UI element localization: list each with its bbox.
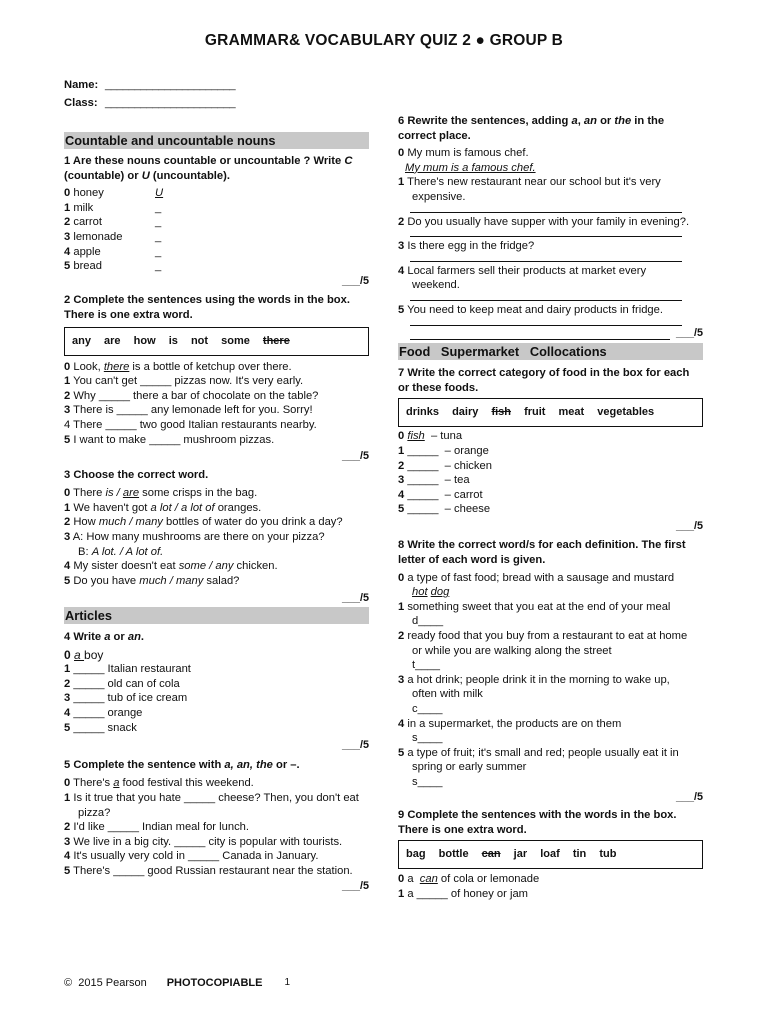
list-item: 0 honey U: [64, 187, 164, 200]
box-word: how: [133, 334, 156, 347]
box-word: vegetables: [597, 406, 655, 419]
list-item: 3 Is there egg in the fridge?: [398, 240, 535, 253]
right-column: [398, 114, 703, 902]
box-word: tub: [599, 848, 617, 861]
list-item: 1 There's new restaurant near our school but it's very: [398, 176, 661, 189]
list-item-cont[interactable]: pizza?: [78, 806, 111, 819]
q7-list: [398, 429, 703, 517]
box-word: fruit: [524, 406, 546, 419]
list-item: 0 There's a food festival this weekend.: [64, 777, 254, 790]
box-word: some: [221, 334, 250, 347]
box-word: are: [104, 334, 121, 347]
list-item[interactable]: 5 Do you have much / many salad?: [64, 574, 240, 587]
box-word: any: [72, 334, 91, 347]
q4-instructions: 4 Write a or an.: [64, 631, 145, 644]
list-item-cont: often with milk: [412, 688, 483, 701]
box-word: not: [190, 334, 209, 347]
section-heading-nouns: Countable and uncountable nouns: [64, 132, 369, 149]
box-word: jar: [513, 848, 528, 861]
list-item[interactable]: 4 There _____ two good Italian restaurants nearby.: [64, 418, 317, 431]
list-item[interactable]: 2 _____ – chicken: [398, 459, 492, 472]
answer-line[interactable]: [410, 329, 670, 340]
list-item[interactable]: 5 bread _: [64, 260, 162, 273]
q6-instructions: 6 Rewrite the sentences, adding a, an or the in the correct place.: [398, 115, 665, 142]
box-word: dairy: [452, 406, 479, 419]
answer-line[interactable]: [410, 254, 682, 262]
list-item[interactable]: 5 _____ snack: [64, 721, 137, 734]
list-item[interactable]: 4 apple _: [64, 245, 162, 258]
box-word-used: can: [481, 848, 501, 861]
list-item-cont[interactable]: B: A lot. / A lot of.: [78, 545, 164, 558]
list-item[interactable]: 2 I'd like _____ Indian meal for lunch.: [64, 821, 249, 834]
example-answer: hot dog: [412, 586, 450, 599]
list-item[interactable]: 4 My sister doesn't eat some / any chicken.: [64, 560, 278, 573]
q6-score: ___/5: [675, 326, 703, 339]
list-item: 0 a boy: [64, 647, 104, 662]
list-item[interactable]: 2 Why _____ there a bar of chocolate on the table?: [64, 389, 319, 402]
section-heading-food: Food Supermarket Collocations: [398, 343, 703, 360]
page-number: 1: [284, 977, 291, 988]
answer-blank[interactable]: t____: [412, 659, 440, 672]
list-item-cont: expensive.: [412, 190, 466, 203]
answer-line[interactable]: [410, 205, 682, 213]
list-item[interactable]: 3 _____ – tea: [398, 474, 470, 487]
box-word: drinks: [406, 406, 440, 419]
q4-list: [64, 648, 369, 736]
q2-score: ___/5: [341, 450, 369, 463]
list-item[interactable]: 4 _____ – carrot: [398, 488, 483, 501]
class-field[interactable]: [64, 96, 369, 114]
list-item-cont: weekend.: [412, 279, 460, 292]
list-item[interactable]: 3 There is _____ any lemonade left for you. Sorry!: [64, 404, 313, 417]
q2-instructions: 2 Complete the sentences using the words in the box. There is one extra word.: [64, 294, 350, 321]
box-word-used: fish: [491, 406, 511, 419]
box-word: bag: [406, 848, 426, 861]
list-item: 2 Do you usually have supper with your family in evening?.: [398, 215, 690, 228]
list-item[interactable]: 1 You can't get _____ pizzas now. It's very early.: [64, 375, 304, 388]
page-footer: [64, 976, 290, 991]
name-field[interactable]: [64, 78, 369, 96]
answer-line[interactable]: [410, 229, 682, 237]
quiz-title: GRAMMAR& VOCABULARY QUIZ 2 ● GROUP B: [204, 32, 564, 49]
example-answer: My mum is a famous chef.: [405, 161, 536, 174]
list-item: 0 a can of cola or lemonade: [398, 873, 540, 886]
q9-instructions: 9 Complete the sentences with the words in the box. There is one extra word.: [398, 809, 677, 836]
list-item-cont: or while you are walking along the street: [412, 644, 612, 657]
list-item[interactable]: 5 _____ – cheese: [398, 503, 491, 516]
answer-blank[interactable]: s____: [412, 775, 443, 788]
list-item[interactable]: 2 How much / many bottles of water do you drink a day?: [64, 516, 343, 529]
box-word: loaf: [540, 848, 560, 861]
answer-blank[interactable]: d____: [412, 615, 444, 628]
box-word: bottle: [438, 848, 469, 861]
q1-instructions: 1 Are these nouns countable or uncountable ? Write C (countable) or U (uncountable).: [64, 155, 353, 182]
q2-list: [64, 360, 369, 448]
list-item[interactable]: 3 We live in a big city. _____ city is popular with tourists.: [64, 835, 343, 848]
list-item[interactable]: 1 Is it true that you hate _____ cheese? Then, you don't eat: [64, 791, 359, 804]
q8-instructions: 8 Write the correct word/s for each definition. The first letter of each word is given.: [398, 539, 686, 567]
answer-line[interactable]: [410, 293, 682, 301]
list-item[interactable]: 2 _____ old can of cola: [64, 677, 180, 690]
list-item[interactable]: 1 a _____ of honey or jam: [398, 887, 529, 900]
q7-score: ___/5: [675, 519, 703, 532]
list-item: 0 fish – tuna: [398, 430, 463, 443]
list-item: 0 a type of fast food; bread with a sausage and mustard: [398, 571, 675, 584]
box-word: is: [168, 334, 178, 347]
list-item[interactable]: 4 _____ orange: [64, 707, 143, 719]
list-item[interactable]: 3 _____ tub of ice cream: [64, 692, 188, 705]
box-word: meat: [558, 406, 585, 419]
box-word-used: there: [262, 334, 290, 347]
list-item: 4 in a supermarket, the products are on them: [398, 717, 622, 730]
q5-list: [64, 776, 369, 878]
list-item: 0 Look, there is a bottle of ketchup over there.: [64, 360, 292, 373]
left-column: [64, 78, 369, 893]
list-item[interactable]: 4 It's usually very cold in _____ Canada in January.: [64, 850, 319, 863]
list-item: 2 ready food that you buy from a restaurant to eat at home: [398, 630, 688, 643]
q7-instructions: 7 Write the correct category of food in the box for each or these foods.: [398, 367, 690, 394]
list-item: 1 something sweet that you eat at the end of your meal: [398, 600, 671, 613]
answer-blank[interactable]: c____: [412, 703, 443, 715]
list-item[interactable]: 1 _____ Italian restaurant: [64, 663, 191, 676]
list-item[interactable]: 5 There's _____ good Russian restaurant near the station.: [64, 864, 353, 877]
list-item[interactable]: 1 milk _: [64, 201, 162, 214]
q5-score: ___/5: [341, 879, 369, 892]
list-item: 4 Local farmers sell their products at market every: [398, 264, 647, 277]
list-item: 0 There is / are some crisps in the bag.: [64, 487, 258, 500]
list-item[interactable]: 3 A: How many mushrooms are there on your pizza?: [64, 531, 325, 544]
list-item: 0 My mum is famous chef.: [398, 147, 529, 160]
list-item[interactable]: 2 carrot _: [64, 216, 162, 229]
q1-score: ___/5: [341, 274, 369, 287]
list-item: 3 a hot drink; people drink it in the morning to wake up,: [398, 673, 670, 686]
q2-word-box: [64, 327, 369, 356]
list-item: 5 You need to keep meat and dairy products in fridge.: [398, 303, 663, 316]
box-word: tin: [572, 848, 587, 861]
section-heading-articles: Articles: [64, 607, 369, 624]
class-label: Class:: [64, 97, 98, 109]
list-item[interactable]: 3 lemonade _: [64, 230, 162, 243]
list-item-cont: spring or early summer: [412, 761, 527, 774]
q8-score: ___/5: [675, 790, 703, 803]
q3-instructions: 3 Choose the correct word.: [64, 468, 209, 481]
list-item[interactable]: 5 I want to make _____ mushroom pizzas.: [64, 433, 275, 446]
list-item[interactable]: 1 _____ – orange: [398, 444, 489, 457]
q5-instructions: 5 Complete the sentence with a, an, the or –.: [64, 758, 300, 771]
answer-blank[interactable]: s____: [412, 732, 443, 745]
q9-word-box: [398, 840, 703, 869]
name-label: Name:: [64, 79, 99, 91]
list-item: 5 a type of fruit; it's small and red; people usually eat it in: [398, 746, 679, 759]
list-item[interactable]: 1 We haven't got a lot / a lot of oranges.: [64, 501, 262, 514]
q4-score: ___/5: [341, 739, 369, 752]
class-blank[interactable]: ______________________: [105, 97, 236, 109]
copyright: © 2015 Pearson: [64, 977, 147, 989]
name-blank[interactable]: ______________________: [105, 79, 236, 91]
q1-list: [64, 186, 369, 274]
q7-word-box: [398, 398, 703, 427]
q8-list: [398, 571, 703, 790]
answer-line[interactable]: [410, 318, 682, 326]
q3-score: ___/5: [341, 592, 369, 605]
q3-list: [64, 486, 369, 588]
photocopiable-label: PHOTOCOPIABLE: [166, 977, 263, 989]
